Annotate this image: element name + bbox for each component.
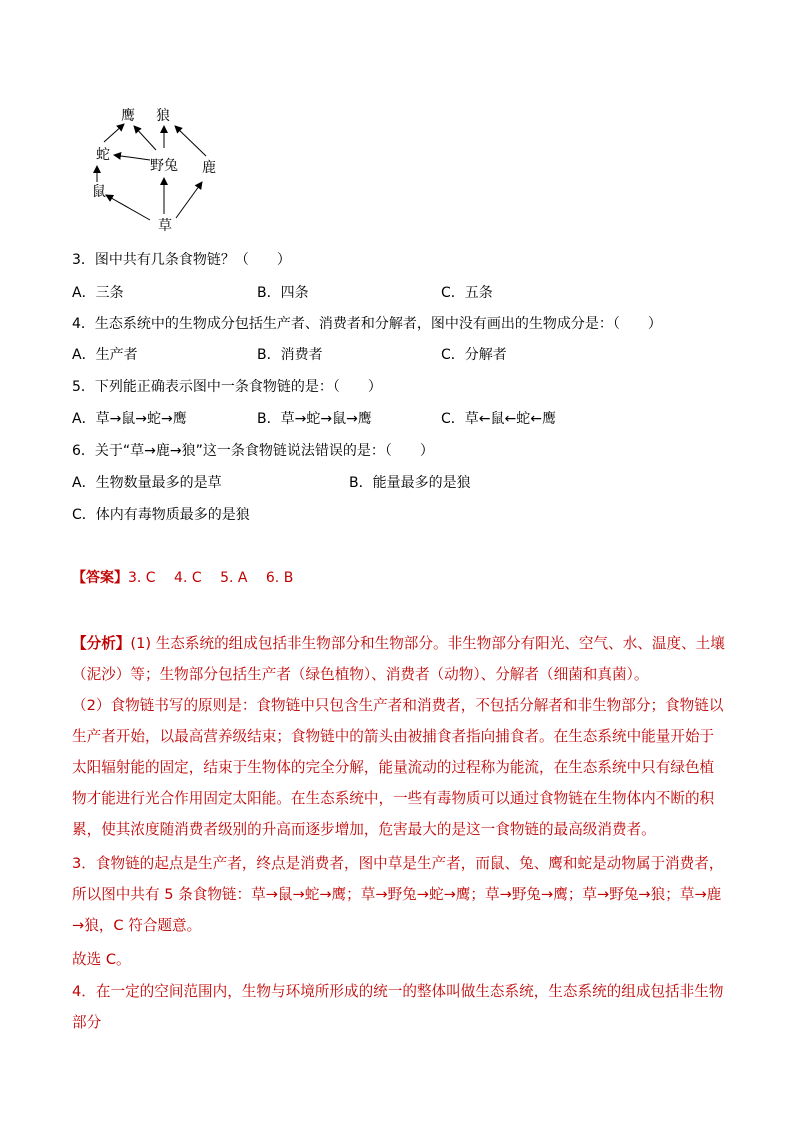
node-mouse: 鼠 xyxy=(92,184,106,200)
answer-line xyxy=(72,568,293,588)
analysis-paragraph-5: 4．在一定的空间范围内，生物与环境所形成的统一的整体叫做生态系统，生态系统的组成包括非生物部分 xyxy=(72,983,724,1031)
arrow-deer-wolf xyxy=(175,126,206,156)
analysis-paragraph-4: 故选 C。 xyxy=(72,951,131,968)
answer-label: 【答案】 xyxy=(72,570,128,586)
question-3-option-a: A．三条 xyxy=(72,285,124,301)
analysis-paragraph-3: 3．食物链的起点是生产者，终点是消费者，图中草是生产者，而鼠、兔、鹰和蛇是动物属于消费者，所以图中共有 5 条食物链：草→鼠→蛇→鹰；草→野兔→蛇→鹰；草→野兔→鹰；草→野兔→狼；草→鹿→狼，C 符合题意。 xyxy=(72,855,724,934)
analysis-label: 【分析】 xyxy=(72,635,131,652)
arrow-hare-eagle xyxy=(134,126,156,150)
question-5-option-b: B．草→蛇→鼠→鹰 xyxy=(257,411,372,427)
node-snake: 蛇 xyxy=(96,147,110,163)
question-4-stem: 4．生态系统中的生物成分包括生产者、消费者和分解者，图中没有画出的生物成分是：（ ） xyxy=(72,316,662,332)
question-6-stem: 6．关于“草→鹿→狼”这一条食物链说法错误的是：（ ） xyxy=(72,443,434,459)
arrow-grass-mouse xyxy=(106,195,150,220)
question-5-stem: 5．下列能正确表示图中一条食物链的是：（ ） xyxy=(72,379,382,395)
question-3-option-b: B．四条 xyxy=(257,285,309,301)
analysis-text-1: (1) 生态系统的组成包括非生物部分和生物部分。非生物部分有阳光、空气、水、温度、土壤（泥沙）等；生物部分包括生产者（绿色植物）、消费者（动物）、分解者（细菌和真菌）。 xyxy=(72,635,725,683)
question-5-option-a: A．草→鼠→蛇→鹰 xyxy=(72,411,187,427)
food-web-diagram xyxy=(80,100,240,240)
analysis-paragraph-2: （2）食物链书写的原则是：食物链中只包含生产者和消费者，不包括分解者和非生物部分；食物链以生产者开始，以最高营养级结束；食物链中的箭头由被捕食者指向捕食者。在生态系统中能量开始于太阳辐射能的固定，结束于生物体的完全分解，能量流动的过程称为能流，在生态系统中只有绿色植物才能进行光合作用固定太阳能。在生态系统中，一些有毒物质可以通过食物链在生物体内不断的积累，使其浓度随消费者级别的升高而逐步增加，危害最大的是这一食物链的最高级消费者。 xyxy=(72,697,724,838)
question-3-option-c: C．五条 xyxy=(441,285,493,301)
arrow-snake-eagle xyxy=(104,124,124,142)
question-4-option-b: B．消费者 xyxy=(257,347,323,363)
question-3-stem: 3．图中共有几条食物链？（ ） xyxy=(72,252,291,268)
question-4-option-c: C．分解者 xyxy=(441,347,507,363)
node-eagle: 鹰 xyxy=(121,108,135,124)
analysis-paragraph-1 xyxy=(72,628,728,690)
node-hare: 野兔 xyxy=(150,158,178,174)
answer-text: 3. C 4. C 5. A 6. B xyxy=(128,570,294,586)
arrow-hare-snake xyxy=(114,155,150,160)
node-wolf: 狼 xyxy=(156,108,170,124)
question-6-option-a: A．生物数量最多的是草 xyxy=(72,475,222,491)
node-grass: 草 xyxy=(158,218,172,234)
arrow-grass-deer xyxy=(176,182,202,218)
question-6-option-c: C．体内有毒物质最多的是狼 xyxy=(72,507,250,523)
node-deer: 鹿 xyxy=(202,160,216,176)
question-6-option-b: B．能量最多的是狼 xyxy=(349,475,471,491)
question-4-option-a: A．生产者 xyxy=(72,347,138,363)
question-5-option-c: C．草←鼠←蛇←鹰 xyxy=(441,411,556,427)
